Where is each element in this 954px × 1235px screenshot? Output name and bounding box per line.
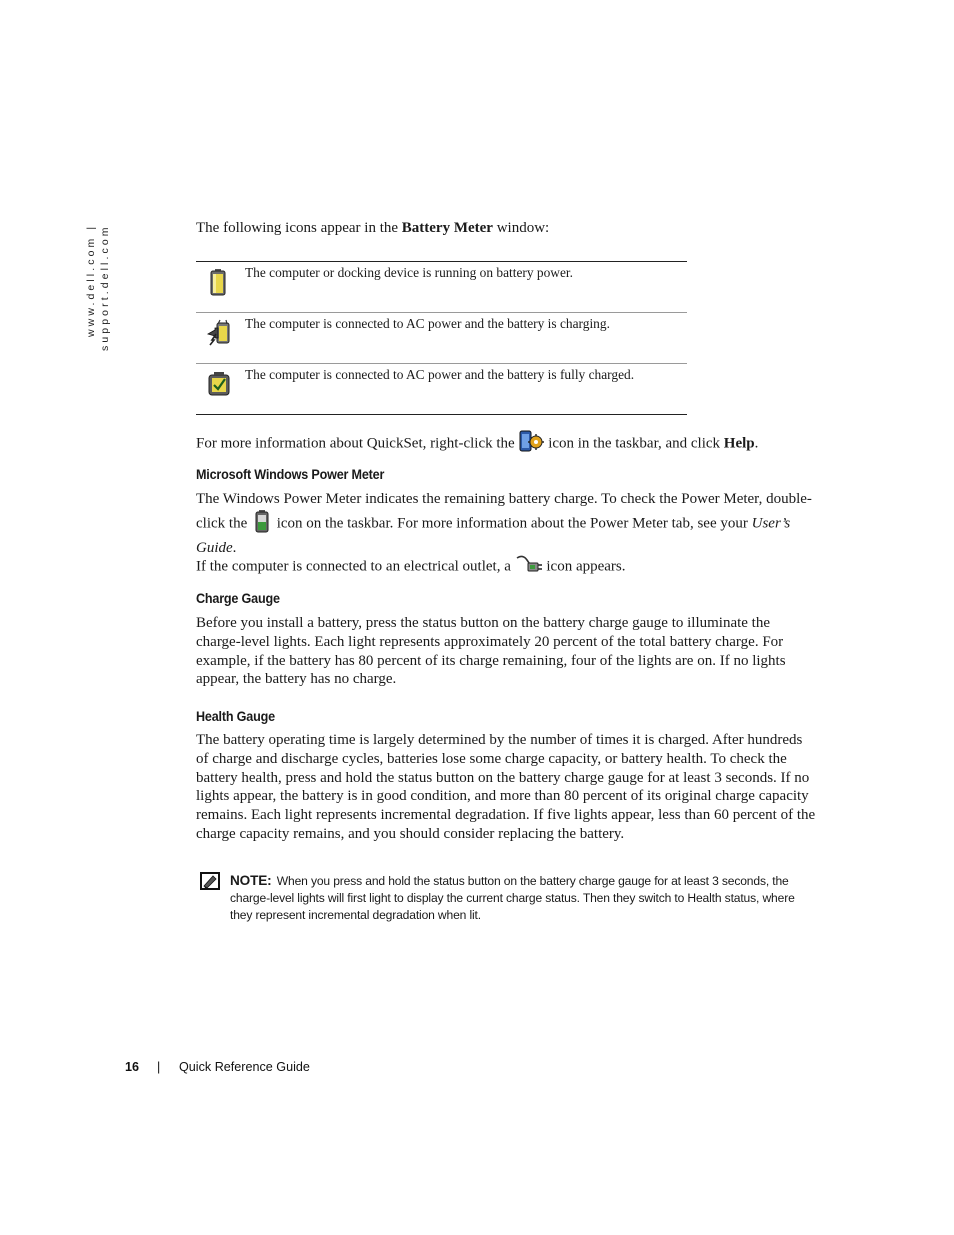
power-meter-text-2: icon on the taskbar. For more information about the Power Meter tab, see your — [272, 515, 752, 532]
outlet-paragraph — [196, 552, 816, 582]
health-gauge-paragraph: The battery operating time is largely determined by the number of times it is charged. After hundreds of charge and discharge cycles, batteries lose some charge capacity, or battery health. To check the battery health, press and hold the status button on the battery charge gauge for at least 3 seconds. If no lights appear, the battery is in good condition, and more than 80 percent of its original charge capacity remains. Each light represents incremental degradation. If five lights appear, less than 60 percent of the charge capacity remains, and you should consider replacing the battery. — [196, 732, 816, 842]
icon-row-battery-charged — [196, 363, 687, 414]
heading-charge-gauge: Charge Gauge — [196, 591, 280, 606]
power-meter-paragraph — [196, 490, 816, 557]
footer-title: Quick Reference Guide — [179, 1060, 310, 1074]
outlet-text-end: icon appears. — [542, 558, 626, 575]
note-block — [230, 872, 818, 924]
icon-row-battery-charging — [196, 312, 687, 363]
page-number: 16 — [125, 1060, 140, 1074]
battery-charging-icon — [206, 318, 232, 348]
quickset-text-end: . — [754, 435, 759, 452]
power-meter-text: The Windows Power Meter indicates the remaining battery charge. To check the Power Meter, double-click the — [196, 491, 812, 532]
battery-power-icon — [206, 267, 232, 297]
icon-table — [196, 261, 687, 415]
battery-meter-label: Battery Meter — [401, 220, 493, 236]
quickset-text-mid: icon in the taskbar, and click — [544, 435, 724, 452]
power-meter-text-end: . — [232, 539, 237, 556]
icon-row-battery-power — [196, 262, 687, 312]
power-meter-battery-icon — [251, 509, 273, 539]
battery-fully-charged-icon — [206, 369, 232, 399]
quickset-paragraph — [196, 428, 816, 460]
icon-row-text: The computer is connected to AC power and the battery is fully charged. — [245, 367, 635, 382]
footer-separator: | — [157, 1060, 161, 1074]
note-pencil-icon — [200, 872, 220, 890]
heading-power-meter: Microsoft Windows Power Meter — [196, 467, 385, 482]
help-label: Help — [723, 435, 755, 452]
intro-paragraph — [196, 219, 816, 238]
charge-gauge-paragraph: Before you install a battery, press the status button on the battery charge gauge to illuminate the charge-level lights. Each light represents approximately 20 percent of the total battery charge. For example, if the battery has 80 percent of its charge remaining, four of the lights are on. If no lights appear, the battery has no charge. — [196, 615, 786, 688]
users-guide-ref: User’s Guide — [196, 515, 791, 556]
note-text: When you press and hold the status button on the battery charge gauge for at least 3 seconds, the charge-level lights will first light to display the current charge status. Then they switch to Health status, where they represent incremental degradation when lit. — [230, 874, 795, 922]
icon-row-text: The computer or docking device is running on battery power. — [245, 265, 573, 280]
ac-plug-icon — [515, 552, 543, 582]
outlet-text: If the computer is connected to an electrical outlet, a — [196, 558, 515, 575]
quickset-icon — [518, 428, 544, 460]
intro-text: The following icons appear in the — [196, 220, 402, 236]
intro-text-end: window: — [492, 220, 550, 236]
heading-health-gauge: Health Gauge — [196, 709, 275, 724]
note-label: NOTE: — [230, 873, 272, 888]
icon-row-text: The computer is connected to AC power and the battery is charging. — [245, 316, 610, 331]
side-url: www.dell.com | support.dell.com — [85, 224, 111, 351]
quickset-text: For more information about QuickSet, right-click the — [196, 435, 519, 452]
